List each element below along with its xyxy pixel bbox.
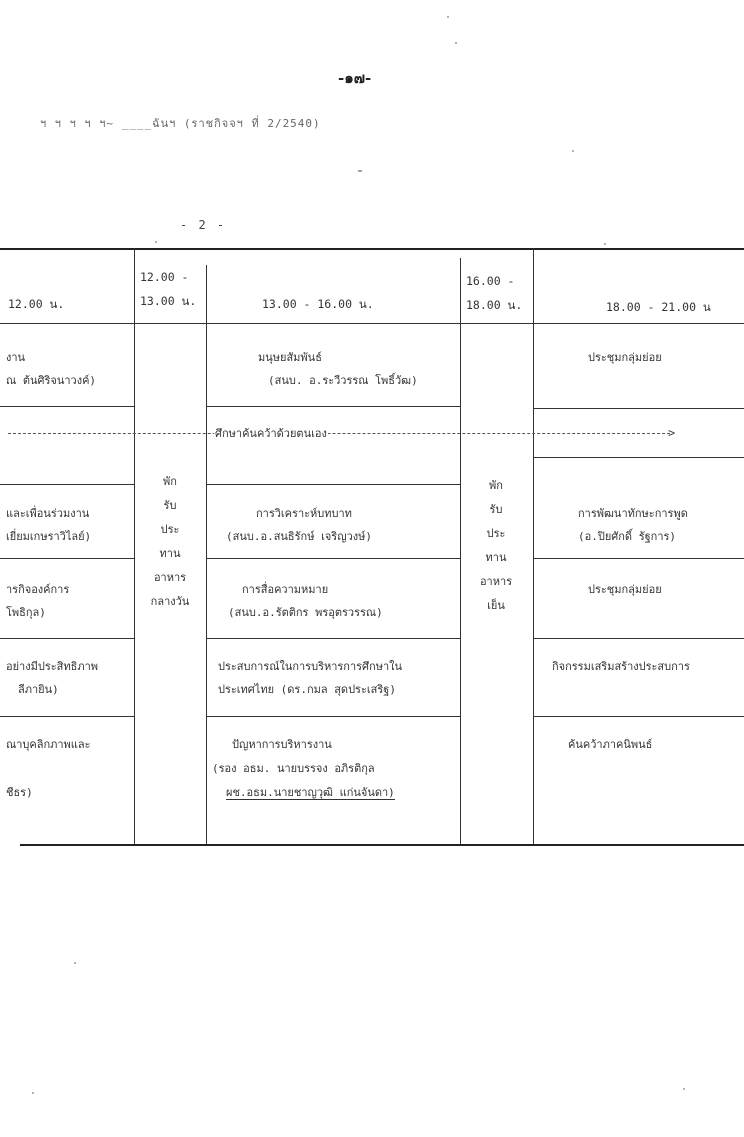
row3-afternoon-cell: [228, 578, 383, 624]
row1-morning-cell: [6, 346, 96, 392]
row3-morning-line: ารกิจองค์การ: [6, 583, 70, 596]
row-spacer: [6, 757, 91, 781]
lunch-text: กลางวัน: [150, 595, 190, 608]
row1-evening-line: ประชุมกลุ่มย่อย: [588, 351, 662, 364]
row4-morning-cell: [6, 655, 98, 701]
row5-afternoon-line: [212, 781, 395, 805]
row3-afternoon-line: การสื่อความหมาย: [242, 583, 329, 596]
row5-morning-line: ณาบุคลิกภาพและ: [6, 738, 91, 751]
self-study-dashed-line: [8, 433, 670, 434]
lunch-text: รับ: [163, 499, 177, 512]
row5-afternoon-line: (รอง อธม. นายบรรจง อภิรติกุล: [212, 762, 375, 775]
dinner-text: เย็น: [487, 599, 505, 612]
lunch-text: อาหาร: [153, 571, 187, 584]
time-header-3: 13.00 - 16.00 น.: [262, 297, 374, 311]
row1-morning-line: ณ ต้นศิริจนาวงค์): [6, 374, 97, 387]
row1-afternoon-cell: [250, 346, 418, 392]
column-divider: [134, 248, 135, 844]
row5-morning-cell: [6, 733, 91, 805]
scan-speck: [358, 170, 362, 172]
row4-morning-line: อย่างมีประสิทธิภาพ: [6, 660, 99, 673]
scan-speck: [683, 1088, 685, 1090]
row2-morning-cell: [6, 502, 91, 548]
row-divider: [0, 406, 134, 407]
scan-speck: [155, 241, 157, 243]
row4-afternoon-line: ประเทศไทย (ดร.กมล สุดประเสริฐ): [218, 683, 396, 696]
table-header-divider: [0, 323, 744, 324]
lunch-break-label: [140, 470, 200, 614]
row2-morning-line: และเพื่อนร่วมงาน: [6, 507, 90, 520]
row4-morning-line: ลีภายิน): [18, 683, 59, 696]
dinner-text: รับ: [489, 503, 503, 516]
page-number: -๑๗-: [338, 69, 372, 87]
table-bottom-border: [20, 844, 744, 846]
row2-afternoon-cell: [226, 502, 372, 548]
row1-morning-line: งาน: [6, 351, 26, 364]
row5-evening-cell: [568, 733, 652, 756]
time-header-5: 18.00 - 21.00 น: [606, 300, 711, 314]
row2-evening-line: (อ.ปิยศักดิ์ รัฐการ): [578, 530, 677, 543]
lunch-text: ประ: [160, 523, 180, 536]
row3-afternoon-line: (สนบ.อ.รัตติกร พรอุตรวรรณ): [228, 606, 383, 619]
row3-morning-line: โพธิกุล): [6, 606, 46, 619]
lunch-text: ทาน: [159, 547, 181, 560]
row2-evening-cell: [578, 502, 688, 548]
scan-speck: [32, 1092, 34, 1094]
row4-evening-cell: [552, 655, 690, 678]
scan-speck: [447, 16, 449, 18]
row-divider: [0, 484, 134, 485]
row-divider: [0, 638, 134, 639]
row3-morning-cell: [6, 578, 69, 624]
row-divider: [533, 457, 744, 458]
row-divider: [533, 558, 744, 559]
row4-afternoon-line: ประสบการณ์ในการบริหารการศึกษาใน: [218, 660, 403, 673]
row-divider: [206, 638, 460, 639]
scan-speck: [572, 150, 574, 152]
header-note: ฯ ฯ ฯ ฯ ฯ~ ____ฉันฯ (ราชกิจจฯ ที่ 2/2540): [40, 117, 321, 130]
dinner-text: ทาน: [485, 551, 507, 564]
lunch-text: พัก: [163, 475, 177, 488]
row1-afternoon-line: (สนบ. อ.ระวีวรรณ โพธิ์วัฒ): [268, 374, 418, 387]
row5-afternoon-line: ปัญหาการบริหารงาน: [232, 738, 332, 751]
column-divider: [533, 248, 534, 844]
row-divider: [533, 716, 744, 717]
row5-evening-line: ค้นคว้าภาคนิพนธ์: [568, 738, 653, 751]
row4-afternoon-cell: [218, 655, 402, 701]
scan-speck: [604, 243, 606, 245]
scan-speck: [74, 962, 76, 964]
dinner-text: พัก: [489, 479, 503, 492]
time-header-4-start: 16.00 -: [466, 274, 515, 288]
column-divider: [206, 265, 207, 844]
row-divider: [206, 558, 460, 559]
sheet-number: - 2 -: [180, 218, 227, 232]
row1-afternoon-line: มนุษยสัมพันธ์: [258, 351, 322, 364]
arrow-right-icon: >: [668, 426, 676, 440]
scan-speck: [455, 42, 457, 44]
row2-afternoon-line: การวิเคราะห์บทบาท: [256, 507, 352, 520]
row2-morning-line: เยี่ยมเกษราวิไลย์): [6, 530, 92, 543]
row3-evening-line: ประชุมกลุ่มย่อย: [588, 583, 662, 596]
row4-evening-line: กิจกรรมเสริมสร้างประสบการ: [552, 660, 690, 673]
time-header-2-end: 13.00 น.: [140, 294, 197, 308]
self-study-label: ศึกษาค้นคว้าด้วยตนเอง: [214, 424, 328, 442]
row1-evening-cell: [588, 346, 662, 369]
row2-afternoon-line: (สนบ.อ.สนธิรักษ์ เจริญวงษ์): [226, 530, 372, 543]
row-divider: [533, 408, 744, 409]
row5-morning-line: ชีธร): [6, 786, 33, 799]
table-top-border: [0, 248, 744, 250]
time-header-1: 12.00 น.: [8, 297, 65, 311]
row-divider: [0, 716, 134, 717]
row-divider: [206, 406, 460, 407]
dinner-break-label: [466, 474, 526, 618]
row3-evening-cell: [588, 578, 662, 601]
time-header-4-end: 18.00 น.: [466, 298, 523, 312]
row-divider: [0, 558, 134, 559]
column-divider: [460, 258, 461, 844]
row-divider: [206, 716, 460, 717]
row2-evening-line: การพัฒนาทักษะการพูด: [578, 507, 688, 520]
row-divider: [206, 484, 460, 485]
row-divider: [533, 638, 744, 639]
time-header-2-start: 12.00 -: [140, 270, 189, 284]
underlined-text: ผช.อธม.นายชาญวุฒิ แก่นจันดา): [226, 786, 395, 799]
dinner-text: อาหาร: [479, 575, 513, 588]
row5-afternoon-cell: [212, 733, 395, 805]
dinner-text: ประ: [486, 527, 506, 540]
